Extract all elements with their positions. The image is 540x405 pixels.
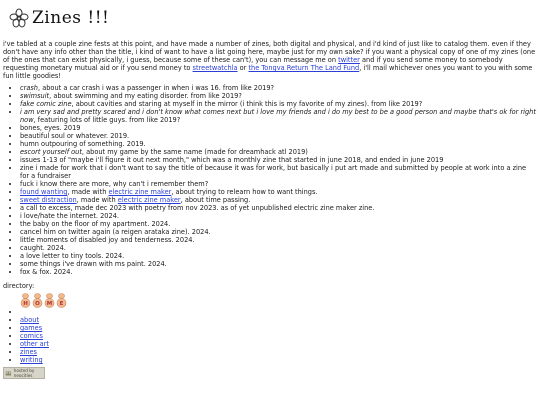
zine-text: caught. 2024. [20, 244, 66, 252]
directory-item-home [20, 308, 536, 316]
zine-text: , about trying to relearn how to want things. [171, 188, 318, 196]
intro-text-2: and if you send some money to somebody requesting monetary mutual aid or if you send money to [3, 56, 503, 72]
zine-text: issues 1-13 of "maybe i'll figure it out next month," which was a monthly zine that started in june 2018, and ended in june 2019 [20, 156, 444, 164]
zine-item [20, 92, 536, 100]
zine-text: , about my game by the same name (made for dreamhack atl 2019) [81, 148, 308, 156]
zine-text: , about swimming and my eating disorder. from like 2019? [49, 92, 242, 100]
zine-item [20, 124, 536, 132]
directory-link[interactable]: about [20, 316, 40, 324]
home-letter-icon [56, 293, 67, 308]
page [3, 6, 536, 379]
zine-item [20, 268, 536, 276]
zine-title: fake comic zine [20, 100, 72, 108]
zine-item [20, 140, 536, 148]
intro-paragraph [3, 40, 536, 80]
intro-text-1: i've tabled at a couple zine fests at this point, and have made a number of zines, both digital and physical, and i'd kind of just like to catalog them. even if they don't have any info other than the title, i kind of want to have a list going here, maybe just for my own sake? if you want a physical copy of one of my zines (one of the ones that can exist physically, i guess, because some of these can't), you can message me on [3, 40, 536, 64]
home-letter-icon [44, 293, 55, 308]
zine-item [20, 108, 536, 124]
twitter-link[interactable]: twitter [338, 56, 360, 64]
zine-title: swimsuit [20, 92, 50, 100]
home-letter: O [35, 301, 40, 307]
electric-zine-maker-link[interactable]: electric zine maker [117, 196, 181, 204]
neocities-logo-icon [5, 369, 12, 378]
intro-text-3: or [237, 64, 249, 72]
directory-item [20, 324, 536, 332]
directory-item [20, 316, 536, 324]
zine-text: i love/hate the internet. 2024. [20, 212, 119, 220]
zine-item [20, 196, 536, 204]
zine-text: a call to excess, made dec 2023 with poetry from nov 2023. as of yet unpublished electric zine maker zine. [20, 204, 375, 212]
zine-text: fox & fox. 2024. [20, 268, 73, 276]
zine-text: beautiful soul or whatever. 2019. [20, 132, 130, 140]
electric-zine-maker-link[interactable]: electric zine maker [108, 188, 172, 196]
home-badge[interactable] [20, 293, 536, 308]
zine-text: little moments of disabled joy and tenderness. 2024. [20, 236, 195, 244]
zine-text: some things i've drawn with ms paint. 2024. [20, 260, 167, 268]
header [9, 6, 536, 30]
directory-list [3, 308, 536, 364]
zine-list [3, 84, 536, 276]
zine-item [20, 164, 536, 180]
zine-text: cancel him on twitter again (a reigen arataka zine). 2024. [20, 228, 211, 236]
zine-item [20, 84, 536, 92]
home-letter: H [23, 301, 28, 307]
zine-item [20, 252, 536, 260]
zine-title: i am very sad and pretty scared and i don't know what comes next but i love my friends and i do my best to be a good person and maybe that's ok for right now [20, 108, 536, 124]
home-letter: E [59, 301, 64, 307]
neocities-badge[interactable] [3, 367, 45, 379]
intro-text-4: , i'll mail whichever ones you want to you with some fun little goodies! [3, 64, 533, 80]
zine-title: crash [20, 84, 38, 92]
zine-item [20, 204, 536, 212]
zine-text: , about time passing. [180, 196, 251, 204]
zine-text: , about a car crash i was a passenger in when i was 16. from like 2019? [38, 84, 275, 92]
zine-item [20, 132, 536, 140]
landback-link[interactable]: the Tongva Return The Land Fund [248, 64, 360, 72]
zine-item [20, 212, 536, 220]
home-letter: M [46, 301, 53, 307]
zine-title: escort yourself out [20, 148, 82, 156]
streetwatch-link[interactable]: streetwatchla [192, 64, 238, 72]
zine-text: , featuring lots of little guys. from like 2019? [33, 116, 181, 124]
zine-text: , made with [67, 188, 109, 196]
zine-item [20, 220, 536, 228]
directory-link[interactable]: writing [20, 356, 43, 364]
zine-item [20, 156, 536, 164]
zine-item [20, 236, 536, 244]
directory-item [20, 348, 536, 356]
zine-item [20, 148, 536, 156]
neocities-badge-text: hosted by neocities [13, 368, 35, 378]
directory-link[interactable]: comics [20, 332, 43, 340]
zine-text: bones, eyes. 2019 [20, 124, 81, 132]
zine-item [20, 244, 536, 252]
zine-text: humn outpouring of something. 2019. [20, 140, 146, 148]
flower-icon [9, 8, 29, 28]
home-letter-icon [20, 293, 31, 308]
directory-label: directory: [3, 282, 35, 290]
zine-item [20, 188, 536, 196]
zine-text: , made with [76, 196, 118, 204]
directory-item [20, 340, 536, 348]
zine-item [20, 228, 536, 236]
zine-item [20, 260, 536, 268]
zine-text: zine i made for work that i don't want to say the title of because it was for work, but basically i put art made and submitted by people at work into a zine for a fundraiser [20, 164, 527, 180]
home-letter-icon [32, 293, 43, 308]
zine-title-link[interactable]: sweet distraction [20, 196, 77, 204]
zine-text: a love letter to tiny tools. 2024. [20, 252, 125, 260]
directory-item [20, 332, 536, 340]
directory-link[interactable]: zines [20, 348, 37, 356]
zine-item [20, 180, 536, 188]
directory-link[interactable]: games [20, 324, 43, 332]
zine-text: fuck i know there are more, why can't i remember them? [20, 180, 209, 188]
zine-text: , about cavities and staring at myself in the mirror (i think this is my favorite of my zines). from like 2019? [71, 100, 423, 108]
zine-title-link[interactable]: found wanting [20, 188, 68, 196]
zine-text: the baby on the floor of my apartment. 2024. [20, 220, 171, 228]
page-title: Zines !!! [32, 8, 110, 28]
directory-link[interactable]: other art [20, 340, 49, 348]
directory-item [20, 356, 536, 364]
zine-item [20, 100, 536, 108]
